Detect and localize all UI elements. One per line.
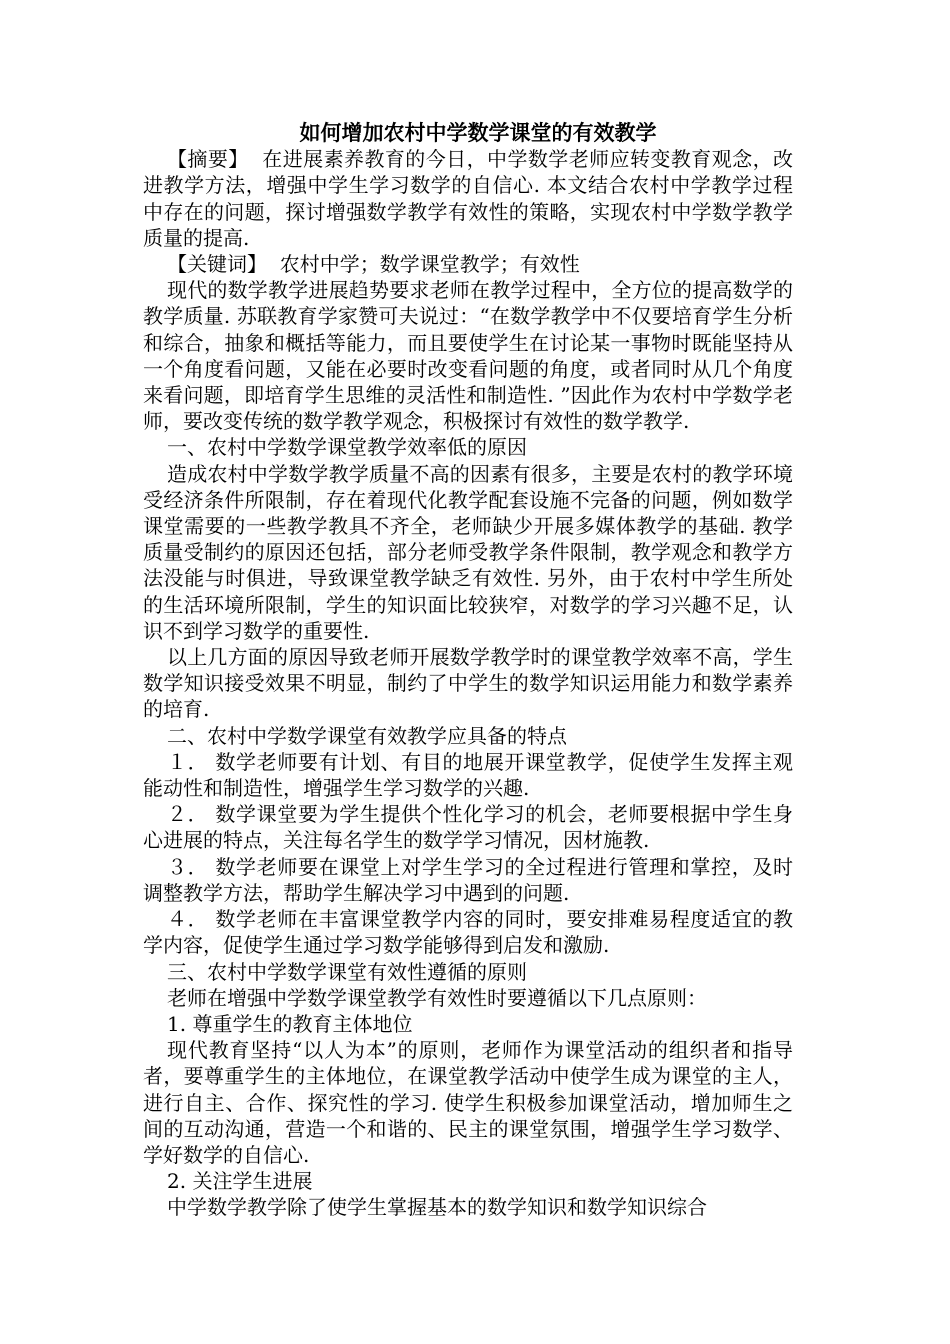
subsection-heading: 2. 关注学生进展 (167, 1169, 313, 1194)
abstract-paragraph (143, 146, 793, 251)
document-title: 如何增加农村中学数学课堂的有效教学 (299, 120, 657, 145)
body-paragraph: 以上几方面的原因导致老师开展数学教学时的课堂教学效率不高，学生数学知识接受效果不明显，制约了中学生的数学知识运用能力和数学素养的培育. (143, 645, 793, 722)
body-paragraph: 老师在增强中学数学课堂教学有效性时要遵循以下几点原则： (167, 985, 707, 1010)
keywords-paragraph (143, 251, 793, 277)
section-heading: 三、农村中学数学课堂有效性遵循的原则 (167, 959, 527, 984)
list-item: ４． 数学老师在丰富课堂教学内容的同时，要安排难易程度适宜的教学内容，促使学生通过学习数学能够得到启发和激励. (143, 907, 793, 958)
keywords-text: 农村中学；数学课堂教学；有效性 (279, 252, 580, 277)
abstract-text: 在进展素养教育的今日，中学数学老师应转变教育观念，改进教学方法，增强中学生学习数学的自信心. 本文结合农村中学教学过程中存在的问题，探讨增强数学教学有效性的策略，实现农村中学数学教学质量的提高. (143, 147, 794, 250)
subsection-heading: 1. 尊重学生的教育主体地位 (167, 1011, 413, 1036)
body-paragraph: 中学数学教学除了使学生掌握基本的数学知识和数学知识综合 (167, 1195, 707, 1220)
abstract-label: 【摘要】 (167, 147, 249, 172)
list-item: ２． 数学课堂要为学生提供个性化学习的机会，老师要根据中学生身心进展的特点，关注每名学生的数学学习情况，因材施教. (143, 802, 793, 853)
body-paragraph: 现代的数学教学进展趋势要求老师在教学过程中，全方位的提高数学的教学质量. 苏联教育学家赞可夫说过：“在数学教学中不仅要培育学生分析和综合，抽象和概括等能力，而且要使学生在讨论某一事物时既能坚持从一个角度看问题，又能在必要时改变看问题的角度，或者同时从几个角度来看问题，即培育学生思维的灵活性和制造性. ”因此作为农村中学数学老师，要改变传统的数学教学观念，积极探讨有效性的数学教学. (143, 278, 793, 434)
body-paragraph: 现代教育坚持“以人为本”的原则，老师作为课堂活动的组织者和指导者，要尊重学生的主体地位，在课堂教学活动中使学生成为课堂的主人，进行自主、合作、探究性的学习. 使学生积极参加课堂活动，增加师生之间的互动沟通，营造一个和谐的、民主的课堂氛围，增强学生学习数学、学好数学的自信心. (143, 1038, 793, 1167)
keywords-label: 【关键词】 (167, 252, 267, 277)
document-page (143, 120, 793, 1221)
list-item: １． 数学老师要有计划、有目的地展开课堂教学，促使学生发挥主观能动性和制造性，增强学生学习数学的兴趣. (143, 749, 793, 801)
section-heading: 一、农村中学数学课堂教学效率低的原因 (167, 435, 527, 460)
body-paragraph: 造成农村中学数学教学质量不高的因素有很多，主要是农村的教学环境受经济条件所限制，存在着现代化教学配套设施不完备的问题，例如数学课堂需要的一些教学教具不齐全，老师缺少开展多媒体教学的基础. 教学质量受制约的原因还包括，部分老师受教学条件限制，教学观念和教学方法没能与时俱进，导致课堂教学缺乏有效性. 另外，由于农村中学生所处的生活环境所限制，学生的知识面比较狭窄，对数学的学习兴趣不足，认识不到学习数学的重要性. (143, 461, 793, 643)
list-item: ３． 数学老师要在课堂上对学生学习的全过程进行管理和掌控，及时调整教学方法，帮助学生解决学习中遇到的问题. (143, 854, 793, 905)
section-heading: 二、农村中学数学课堂有效教学应具备的特点 (167, 723, 567, 748)
